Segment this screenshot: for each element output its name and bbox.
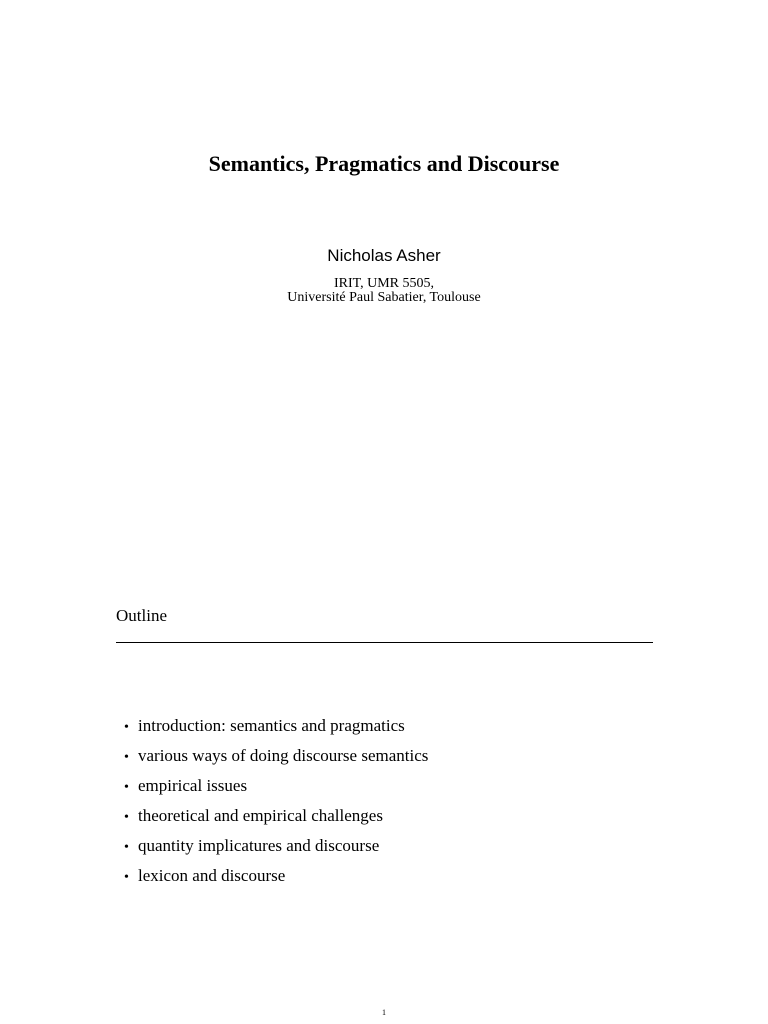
list-item-text: empirical issues: [138, 776, 248, 795]
list-item-text: lexicon and discourse: [138, 866, 286, 885]
bullet-icon: •: [124, 750, 129, 765]
author-name: Nicholas Asher: [327, 246, 441, 265]
affiliation-line-1: IRIT, UMR 5505,: [333, 276, 435, 291]
list-item-text: introduction: semantics and pragmatics: [138, 716, 405, 735]
bullet-icon: •: [124, 810, 129, 825]
horizontal-rule: [116, 642, 653, 643]
outline-list: [124, 711, 428, 891]
section-heading-outline: Outline: [116, 606, 167, 625]
list-item: [124, 861, 428, 891]
page-number: 1: [382, 1008, 386, 1017]
list-item: [124, 711, 428, 741]
list-item-text: various ways of doing discourse semantics: [138, 746, 429, 765]
page-title: Semantics, Pragmatics and Discourse: [208, 151, 560, 176]
bullet-icon: •: [124, 870, 129, 885]
bullet-icon: •: [124, 840, 129, 855]
affiliation-line-2: Université Paul Sabatier, Toulouse: [287, 290, 481, 305]
list-item: [124, 831, 428, 861]
list-item: [124, 741, 428, 771]
bullet-icon: •: [124, 780, 129, 795]
list-item-text: theoretical and empirical challenges: [138, 806, 383, 825]
list-item-text: quantity implicatures and discourse: [138, 836, 380, 855]
list-item: [124, 801, 428, 831]
affiliation: [0, 277, 768, 305]
list-item: [124, 771, 428, 801]
bullet-icon: •: [124, 720, 129, 735]
